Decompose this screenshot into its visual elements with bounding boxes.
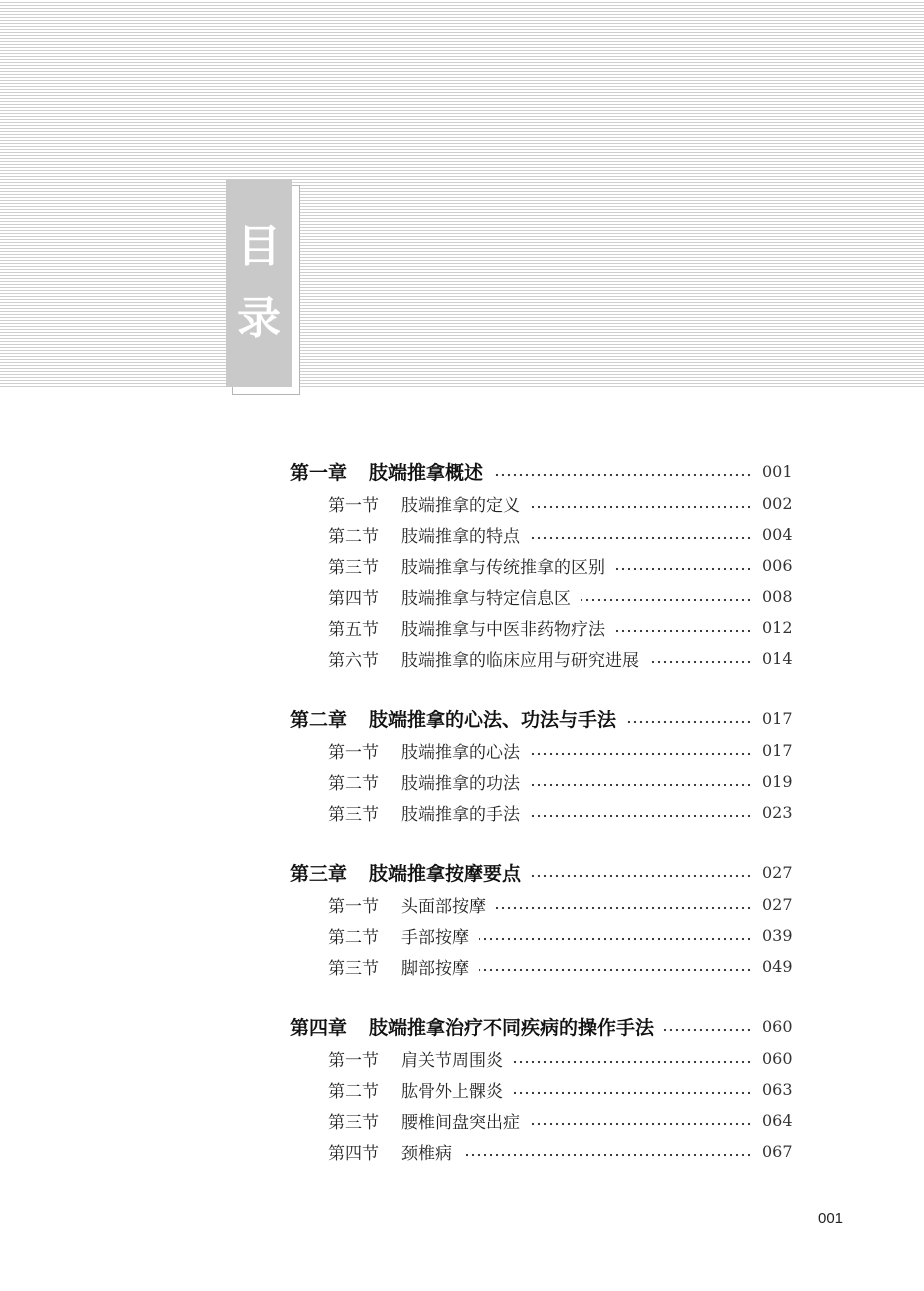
section-page-number: 006 [762,556,793,575]
chapter-title: 肢端推拿治疗不同疾病的操作手法 [369,1017,655,1039]
section-entry[interactable] [290,889,792,920]
dot-leader [479,968,752,972]
chapter-page-number: 017 [762,709,793,728]
section-title: 肢端推拿的功法 [401,774,520,794]
section-page-number: 067 [762,1142,793,1161]
dot-leader [530,752,752,756]
section-page-number: 064 [762,1111,793,1130]
section-page-number: 019 [762,772,793,791]
section-label: 第一节 [328,897,379,917]
toc-heading-char-2: 录 [237,293,281,344]
chapter-title: 肢端推拿的心法、功法与手法 [369,709,617,731]
section-page-number: 060 [762,1049,793,1068]
chapter-entry[interactable] [290,455,792,488]
dot-leader [615,567,752,571]
chapter-entry[interactable] [290,1010,792,1043]
section-title: 肢端推拿的定义 [401,496,520,516]
section-title: 肢端推拿的手法 [401,805,520,825]
section-title: 肢端推拿与中医非药物疗法 [401,620,605,640]
toc-heading-box [226,179,292,387]
dot-leader [493,473,752,477]
dot-leader [513,1060,752,1064]
section-label: 第二节 [328,1082,379,1102]
section-page-number: 023 [762,803,793,822]
chapter-block [290,856,792,982]
section-page-number: 027 [762,895,793,914]
section-title: 手部按摩 [401,928,469,948]
section-page-number: 004 [762,525,793,544]
section-label: 第一节 [328,743,379,763]
section-label: 第三节 [328,558,379,578]
section-title: 肢端推拿的特点 [401,527,520,547]
section-entry[interactable] [290,1074,792,1105]
section-entry[interactable] [290,519,792,550]
dot-leader [530,1122,752,1126]
chapter-title: 肢端推拿概述 [369,462,484,484]
section-title: 肢端推拿的临床应用与研究进展 [401,651,639,671]
page-number: 001 [818,1210,844,1227]
chapter-block [290,702,792,828]
section-label: 第二节 [328,527,379,547]
chapter-label: 第四章 [290,1017,348,1039]
header-stripe-band [0,0,924,388]
section-entry[interactable] [290,766,792,797]
section-label: 第三节 [328,959,379,979]
section-title: 肢端推拿的心法 [401,743,520,763]
section-title: 肱骨外上髁炎 [401,1082,503,1102]
chapter-page-number: 027 [762,863,793,882]
dot-leader [530,536,752,540]
section-entry[interactable] [290,920,792,951]
section-label: 第三节 [328,805,379,825]
chapter-page-number: 060 [762,1017,793,1036]
section-page-number: 012 [762,618,793,637]
dot-leader [513,1091,752,1095]
dot-leader [479,937,752,941]
section-page-number: 017 [762,741,793,760]
toc-heading-char-1: 目 [237,221,281,272]
section-entry[interactable] [290,643,792,674]
section-entry[interactable] [290,951,792,982]
section-label: 第五节 [328,620,379,640]
chapter-entry[interactable] [290,856,792,889]
section-title: 肢端推拿与传统推拿的区别 [401,558,605,578]
chapter-entry[interactable] [290,702,792,735]
section-entry[interactable] [290,1105,792,1136]
chapter-label: 第三章 [290,863,348,885]
dot-leader [664,1028,752,1032]
dot-leader [530,505,752,509]
dot-leader [531,874,752,878]
dot-leader [530,814,752,818]
dot-leader [626,720,752,724]
section-entry[interactable] [290,488,792,519]
chapter-block [290,1010,792,1167]
section-entry[interactable] [290,735,792,766]
section-page-number: 049 [762,957,793,976]
section-title: 头面部按摩 [401,897,486,917]
section-label: 第六节 [328,651,379,671]
chapter-label: 第二章 [290,709,348,731]
section-label: 第三节 [328,1113,379,1133]
section-page-number: 063 [762,1080,793,1099]
dot-leader [581,598,752,602]
section-title: 肩关节周围炎 [401,1051,503,1071]
dot-leader [615,629,752,633]
section-entry[interactable] [290,1043,792,1074]
section-page-number: 014 [762,649,793,668]
section-label: 第四节 [328,1144,379,1164]
section-page-number: 002 [762,494,793,513]
section-label: 第二节 [328,928,379,948]
chapter-label: 第一章 [290,462,348,484]
chapter-block [290,455,792,674]
section-entry[interactable] [290,581,792,612]
section-entry[interactable] [290,1136,792,1167]
dot-leader [530,783,752,787]
section-entry[interactable] [290,612,792,643]
section-entry[interactable] [290,550,792,581]
table-of-contents [290,455,792,1195]
dot-leader [649,660,752,664]
chapter-title: 肢端推拿按摩要点 [369,863,522,885]
chapter-page-number: 001 [762,462,793,481]
section-page-number: 008 [762,587,793,606]
section-label: 第四节 [328,589,379,609]
section-label: 第一节 [328,496,379,516]
section-page-number: 039 [762,926,793,945]
section-title: 脚部按摩 [401,959,469,979]
dot-leader [496,906,752,910]
section-title: 肢端推拿与特定信息区 [401,589,571,609]
section-label: 第一节 [328,1051,379,1071]
section-title: 颈椎病 [401,1144,452,1164]
section-entry[interactable] [290,797,792,828]
section-title: 腰椎间盘突出症 [401,1113,520,1133]
dot-leader [462,1153,752,1157]
section-label: 第二节 [328,774,379,794]
